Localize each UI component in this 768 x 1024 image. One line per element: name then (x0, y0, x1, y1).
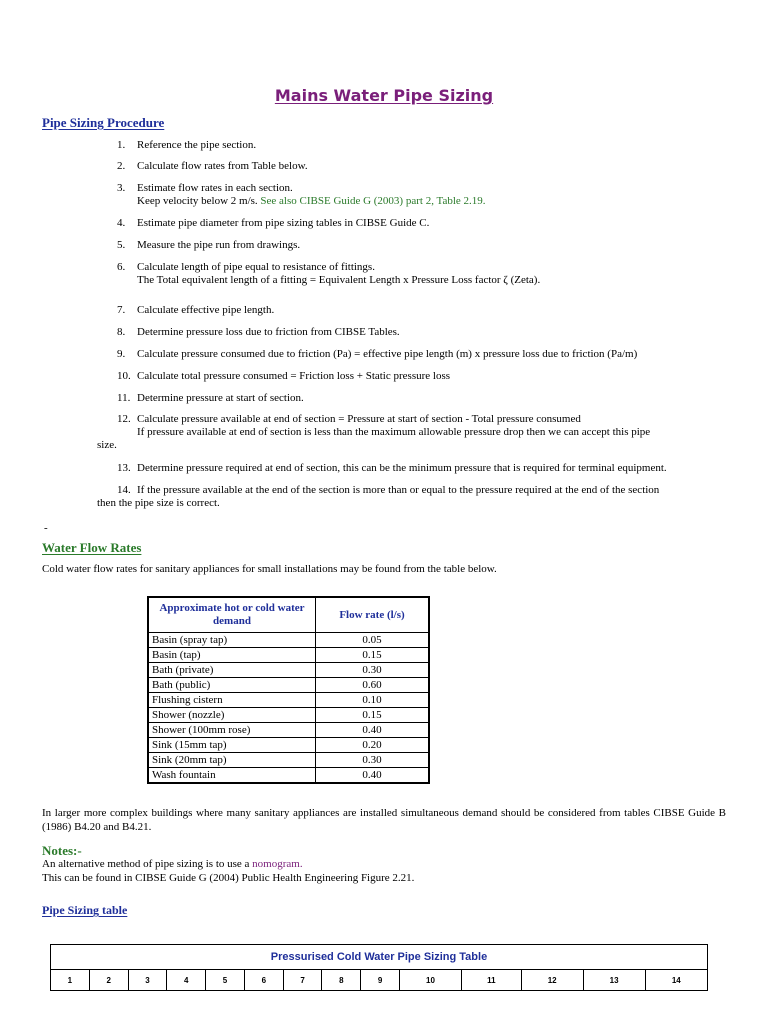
step-detail-text: The Total equivalent length of a fitting = Equivalent Length x Pressure Loss factor ζ (Zeta). (137, 274, 541, 286)
step-text: Estimate pipe diameter from pipe sizing tables in CIBSE Guide C. (137, 217, 430, 229)
sizing-column-number: 2 (89, 970, 128, 991)
page-title: Mains Water Pipe Sizing (274, 86, 494, 105)
flow-rate-cell: 0.40 (316, 768, 430, 784)
step-number: 12. (117, 413, 131, 425)
table-row (148, 723, 429, 738)
sizing-column-number: 14 (645, 970, 707, 991)
notes-heading: Notes:- (42, 843, 82, 858)
step-text: Determine pressure required at end of section, this can be the minimum pressure that is required for terminal equipment. (137, 462, 667, 474)
step-text: Calculate pressure available at end of section = Pressure at start of section - Total pressure consumed (137, 413, 581, 425)
flow-rate-rows (148, 633, 429, 784)
cibse-reference-link[interactable]: See also CIBSE Guide G (2003) part 2, Table 2.19. (260, 195, 486, 207)
step-number: 1. (117, 139, 126, 151)
flow-rate-cell: 0.20 (316, 738, 430, 753)
procedure-step (117, 139, 737, 152)
procedure-step (117, 326, 737, 339)
col-header-demand: Approximate hot or cold water demand (148, 597, 316, 633)
flow-rates-heading: Water Flow Rates (42, 540, 142, 555)
appliance-cell: Flushing cistern (148, 693, 316, 708)
appliance-cell: Shower (100mm rose) (148, 723, 316, 738)
flow-rate-cell: 0.15 (316, 648, 430, 663)
sizing-column-number: 11 (461, 970, 521, 991)
appliance-cell: Sink (15mm tap) (148, 738, 316, 753)
step-text: Calculate total pressure consumed = Friction loss + Static pressure loss (137, 370, 451, 382)
procedure-step (117, 462, 737, 475)
table-row (148, 753, 429, 768)
flow-rate-cell: 0.30 (316, 663, 430, 678)
step-number: 13. (117, 462, 131, 474)
step-number: 4. (117, 217, 126, 229)
sizing-table-heading: Pipe Sizing table (42, 903, 128, 917)
pipe-sizing-table (50, 944, 708, 991)
table-row (148, 648, 429, 663)
step-text: Calculate length of pipe equal to resistance of fittings. (137, 261, 375, 273)
complex-buildings-note: In larger more complex buildings where many sanitary appliances are installed simultaneous demand should be considered from tables CIBSE Guide B (1986) B4.20 and B4.21. (42, 807, 726, 833)
step-detail-text: If pressure available at end of section is less than the maximum allowable pressure drop then we can accept this pipe (137, 426, 651, 438)
appliance-cell: Bath (public) (148, 678, 316, 693)
procedure-step (117, 182, 737, 208)
step-number: 14. (117, 484, 131, 496)
step-number: 2. (117, 160, 126, 172)
procedure-step (117, 261, 737, 287)
sizing-column-number: 9 (361, 970, 400, 991)
step-number: 11. (117, 392, 131, 404)
procedure-step (117, 239, 737, 252)
procedure-step (117, 370, 737, 383)
procedure-step (117, 304, 737, 317)
flow-rate-table (147, 596, 430, 784)
col-header-rate: Flow rate (l/s) (316, 597, 430, 633)
appliance-cell: Sink (20mm tap) (148, 753, 316, 768)
appliance-cell: Basin (tap) (148, 648, 316, 663)
table-row (148, 738, 429, 753)
dash-mark: - (44, 522, 48, 534)
step-text: Estimate flow rates in each section. (137, 182, 293, 194)
sizing-column-number: 4 (167, 970, 206, 991)
sizing-column-number: 7 (283, 970, 322, 991)
table-row (148, 633, 429, 648)
appliance-cell: Wash fountain (148, 768, 316, 784)
step-text: Calculate effective pipe length. (137, 304, 275, 316)
step-text: Determine pressure at start of section. (137, 392, 304, 404)
step-continuation: then the pipe size is correct. (97, 497, 220, 509)
sizing-column-number: 12 (521, 970, 583, 991)
notes-line-2: This can be found in CIBSE Guide G (2004) Public Health Engineering Figure 2.21. (42, 872, 415, 884)
sizing-column-number: 1 (51, 970, 90, 991)
flow-rate-cell: 0.05 (316, 633, 430, 648)
flow-rate-cell: 0.10 (316, 693, 430, 708)
step-number: 10. (117, 370, 131, 382)
appliance-cell: Bath (private) (148, 663, 316, 678)
flow-rates-intro: Cold water flow rates for sanitary appliances for small installations may be found from the table below. (42, 563, 497, 575)
step-number: 9. (117, 348, 126, 360)
step-continuation: size. (97, 439, 117, 451)
appliance-cell: Basin (spray tap) (148, 633, 316, 648)
sizing-table-caption: Pressurised Cold Water Pipe Sizing Table (51, 945, 708, 970)
flow-rate-cell: 0.40 (316, 723, 430, 738)
step-number: 7. (117, 304, 126, 316)
step-text: Measure the pipe run from drawings. (137, 239, 301, 251)
table-row (148, 708, 429, 723)
sizing-column-numbers (51, 970, 708, 991)
step-number: 5. (117, 239, 126, 251)
step-text: Reference the pipe section. (137, 139, 257, 151)
table-row (148, 693, 429, 708)
procedure-step (97, 413, 737, 452)
procedure-step (97, 484, 737, 510)
notes-text: An alternative method of pipe sizing is to use a (42, 858, 250, 870)
procedure-heading: Pipe Sizing Procedure (42, 115, 165, 130)
nomogram-link[interactable]: nomogram. (252, 858, 303, 870)
procedure-step (117, 160, 737, 173)
sizing-column-number: 3 (128, 970, 167, 991)
appliance-cell: Shower (nozzle) (148, 708, 316, 723)
step-detail-text: Keep velocity below 2 m/s. (137, 195, 258, 207)
sizing-column-number: 5 (206, 970, 245, 991)
flow-rate-cell: 0.60 (316, 678, 430, 693)
table-row (148, 663, 429, 678)
table-row (148, 768, 429, 784)
step-detail (117, 426, 737, 439)
procedure-step (117, 348, 737, 361)
step-text: Determine pressure loss due to friction from CIBSE Tables. (137, 326, 400, 338)
step-text: If the pressure available at the end of the section is more than or equal to the pressure required at the end of the section (137, 484, 660, 496)
sizing-column-number: 13 (583, 970, 645, 991)
sizing-column-number: 8 (322, 970, 361, 991)
table-row (148, 678, 429, 693)
flow-rate-cell: 0.15 (316, 708, 430, 723)
step-text: Calculate flow rates from Table below. (137, 160, 308, 172)
procedure-step (117, 392, 737, 405)
flow-rate-cell: 0.30 (316, 753, 430, 768)
step-number: 6. (117, 261, 126, 273)
step-number: 3. (117, 182, 126, 194)
procedure-step (117, 217, 737, 230)
sizing-column-number: 10 (400, 970, 462, 991)
step-number: 8. (117, 326, 126, 338)
sizing-column-number: 6 (244, 970, 283, 991)
step-text: Calculate pressure consumed due to friction (Pa) = effective pipe length (m) x pressure loss due to friction (Pa/m) (137, 348, 638, 360)
step-detail (117, 274, 737, 287)
notes-line-1 (42, 857, 726, 871)
step-detail (117, 195, 737, 208)
